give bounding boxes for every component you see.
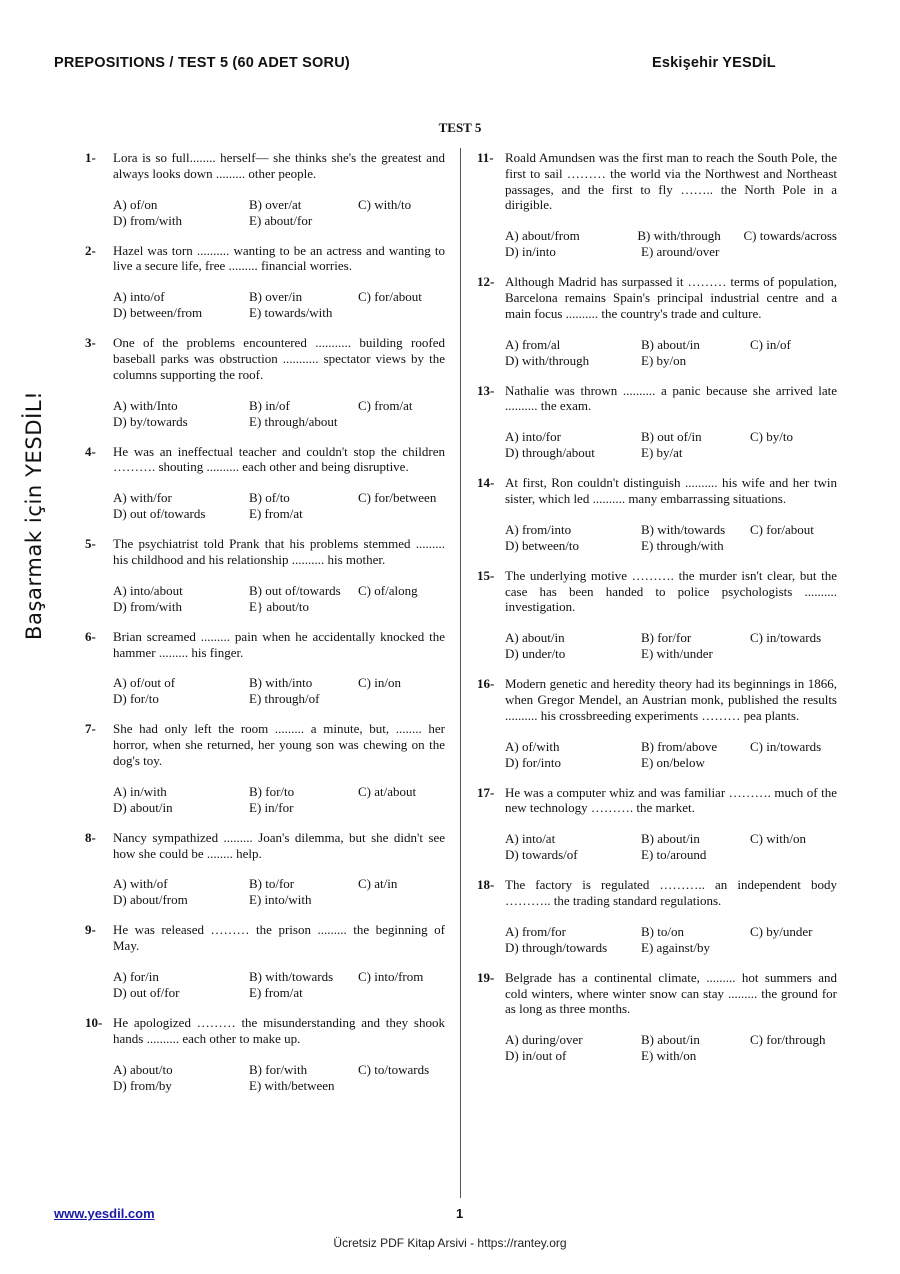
answer-option[interactable]: D) between/to	[505, 537, 580, 553]
answer-option[interactable]: D) from/with	[113, 212, 182, 228]
question-number: 19-	[477, 969, 495, 985]
answer-option[interactable]: E) by/at	[641, 445, 683, 461]
answer-option[interactable]: B) with/into	[249, 675, 313, 691]
answer-options	[113, 289, 445, 321]
answer-options	[113, 398, 445, 430]
question-text: He was released ……… the prison ......... the beginning of May.	[113, 922, 445, 954]
answer-option[interactable]: E) from/at	[249, 984, 303, 1000]
question-item	[477, 274, 837, 368]
answer-option[interactable]: C) for/between	[358, 490, 437, 506]
answer-option[interactable]: E) into/with	[249, 892, 312, 908]
answer-option[interactable]: E) through/about	[249, 413, 338, 429]
answer-option[interactable]: A) into/of	[113, 289, 165, 305]
answer-option[interactable]: D) out of/towards	[113, 506, 206, 522]
question-item	[85, 444, 445, 523]
answer-option[interactable]: B) over/in	[249, 289, 303, 305]
answer-option[interactable]: C) by/under	[750, 923, 813, 939]
header-author: Eskişehir YESDİL	[652, 55, 776, 71]
question-number: 8-	[85, 829, 96, 845]
question-item	[85, 335, 445, 429]
answer-option[interactable]: E) to/around	[641, 847, 707, 863]
question-item	[85, 1015, 445, 1094]
answer-option[interactable]: A) in/with	[113, 783, 167, 799]
side-slogan: Başarmak için YESDİL!	[22, 390, 46, 640]
answer-option[interactable]: A) of/out of	[113, 675, 176, 691]
answer-options	[505, 924, 837, 956]
question-item	[477, 383, 837, 462]
answer-option[interactable]: A) with/Into	[113, 397, 178, 413]
question-number: 6-	[85, 628, 96, 644]
question-number: 14-	[477, 475, 495, 491]
answer-option[interactable]: A) of/with	[505, 738, 560, 754]
answer-option[interactable]: B) for/for	[641, 630, 692, 646]
answer-option[interactable]: D) for/to	[113, 691, 159, 707]
question-text: He apologized ……… the misunderstanding and they shook hands .......... each other to make up.	[113, 1014, 445, 1046]
answer-option[interactable]: A) about/from	[505, 228, 580, 244]
question-item	[85, 721, 445, 815]
answer-option[interactable]: B) with/towards	[249, 968, 334, 984]
question-text: At first, Ron couldn't distinguish .......... his wife and her twin sister, which led .......... many embarrassing situations.	[505, 475, 837, 506]
answer-option[interactable]: E) with/between	[249, 1077, 335, 1093]
answer-option[interactable]: D) between/from	[113, 305, 203, 321]
question-item	[85, 536, 445, 615]
answer-option[interactable]: E) through/with	[641, 537, 724, 553]
question-text: Brian screamed ......... pain when he accidentally knocked the hammer ......... his finger.	[113, 628, 445, 660]
answer-option[interactable]: C) for/about	[750, 521, 814, 537]
answer-option[interactable]: E) with/under	[641, 646, 713, 662]
question-text: She had only left the room ......... a minute, but, ........ her horror, when she returned, her young son was chewing on the dog's toy.	[113, 721, 445, 768]
answer-option[interactable]: B) for/with	[249, 1061, 308, 1077]
footer-website-link[interactable]: www.yesdil.com	[54, 1206, 155, 1221]
answer-option[interactable]: B) about/in	[641, 336, 700, 352]
question-item	[477, 150, 837, 260]
answer-option[interactable]: A) into/for	[505, 429, 561, 445]
question-number: 18-	[477, 877, 495, 893]
question-text: Hazel was torn .......... wanting to be an actress and wanting to live a secure life, free ......... financial worries.	[113, 242, 445, 274]
question-text: The factory is regulated ……….. an independent body ……….. the trading standard regulations.	[505, 877, 837, 908]
answer-option[interactable]: E) from/at	[249, 506, 303, 522]
answer-options	[505, 739, 837, 771]
question-item	[477, 785, 837, 864]
answer-options	[113, 583, 445, 615]
answer-option[interactable]: A) into/at	[505, 831, 556, 847]
answer-option[interactable]: E) through/of	[249, 691, 320, 707]
question-number: 15-	[477, 567, 495, 583]
answer-option[interactable]: C) in/on	[358, 675, 401, 691]
question-text: He was a computer whiz and was familiar ………. much of the new technology ………. the market.	[505, 784, 837, 816]
answer-option[interactable]: E) about/for	[249, 212, 313, 228]
answer-option[interactable]: C) to/towards	[358, 1061, 430, 1077]
answer-options	[113, 784, 445, 816]
answer-option[interactable]: C) in/of	[750, 336, 791, 352]
question-item	[477, 676, 837, 770]
question-item	[85, 629, 445, 708]
question-text: Belgrade has a continental climate, ......... hot summers and cold winters, where winter snow can stay ......... the ground for as long as three months.	[505, 969, 837, 1017]
question-number: 12-	[477, 274, 495, 290]
answer-option[interactable]: D) about/from	[113, 892, 188, 908]
answer-option[interactable]: C) at/about	[358, 783, 417, 799]
answer-options	[505, 429, 837, 461]
page-number: 1	[456, 1206, 464, 1221]
answer-options	[113, 969, 445, 1001]
answer-option[interactable]: B) with/towards	[641, 521, 726, 537]
question-item	[85, 922, 445, 1001]
answer-option[interactable]: D) in/out of	[505, 1048, 567, 1064]
answer-option[interactable]: A) from/into	[505, 521, 572, 537]
answer-option[interactable]: B) to/for	[249, 876, 295, 892]
question-number: 3-	[85, 335, 96, 351]
answer-option[interactable]: C) in/towards	[750, 738, 822, 754]
answer-option[interactable]: E) with/on	[641, 1048, 697, 1064]
question-item	[477, 970, 837, 1064]
answer-options	[113, 197, 445, 229]
answer-option[interactable]: D) about/in	[113, 799, 173, 815]
question-number: 5-	[85, 536, 96, 552]
question-item	[477, 568, 837, 662]
answer-option[interactable]: A) during/over	[505, 1032, 583, 1048]
answer-option[interactable]: D) under/to	[505, 646, 566, 662]
question-text: Nancy sympathized ......... Joan's dilemma, but she didn't see how she could be ........ help.	[113, 829, 445, 861]
answer-option[interactable]: D) through/about	[505, 445, 595, 461]
answer-option[interactable]: D) in/into	[505, 244, 556, 260]
answer-option[interactable]: C) for/through	[750, 1032, 826, 1048]
answer-option[interactable]: C) from/at	[358, 397, 413, 413]
answer-option[interactable]: E} about/to	[249, 598, 310, 614]
question-number: 1-	[85, 150, 96, 165]
question-text: Roald Amundsen was the first man to reach the South Pole, the first to sail ……… the world via the Northwest and Northeast passages, and the first to fly …….. the North Pole in a dirigible.	[505, 150, 837, 213]
answer-option[interactable]: C) for/about	[358, 289, 422, 305]
answer-option[interactable]: E) on/below	[641, 754, 705, 770]
answer-option[interactable]: B) about/in	[641, 831, 700, 847]
answer-option[interactable]: D) by/towards	[113, 413, 188, 429]
answer-option[interactable]: D) for/into	[505, 754, 561, 770]
answer-option[interactable]: A) from/al	[505, 336, 561, 352]
answer-option[interactable]: B) for/to	[249, 783, 295, 799]
answer-option[interactable]: A) for/in	[113, 968, 159, 984]
question-number: 2-	[85, 242, 96, 258]
question-number: 16-	[477, 676, 495, 692]
header-title: PREPOSITIONS / TEST 5 (60 ADET SORU)	[54, 55, 350, 71]
answer-option[interactable]: D) towards/of	[505, 847, 578, 863]
answer-options	[113, 876, 445, 908]
answer-option[interactable]: B) with/through	[637, 228, 721, 244]
question-number: 4-	[85, 443, 96, 459]
answer-option[interactable]: C) towards/across	[743, 228, 837, 244]
question-text: Although Madrid has surpassed it ……… terms of population, Barcelona remains Spain's principal industrial centre and a main focus .......... the country's trade and culture.	[505, 274, 837, 321]
answer-option[interactable]: A) from/for	[505, 923, 567, 939]
answer-option[interactable]: D) through/towards	[505, 939, 608, 955]
question-number: 7-	[85, 721, 96, 737]
footer-note: Ücretsiz PDF Kitap Arsivi - https://rantey.org	[333, 1236, 567, 1250]
answer-options	[113, 675, 445, 707]
answer-options	[505, 1032, 837, 1064]
question-item	[85, 150, 445, 229]
question-number: 11-	[477, 150, 494, 165]
answer-option[interactable]: D) with/through	[505, 352, 590, 368]
answer-option[interactable]: D) from/by	[113, 1077, 172, 1093]
question-item	[85, 243, 445, 322]
answer-option[interactable]: C) into/from	[358, 968, 424, 984]
answer-option[interactable]: E) towards/with	[249, 305, 333, 321]
answer-option[interactable]: A) into/about	[113, 582, 183, 598]
question-text: He was an ineffectual teacher and couldn't stop the children ………. shouting .......... each other and being disruptive.	[113, 443, 445, 475]
answer-option[interactable]: B) in/of	[249, 397, 290, 413]
answer-options	[505, 337, 837, 369]
answer-option[interactable]: A) about/in	[505, 630, 565, 646]
answer-option[interactable]: E) around/over	[641, 244, 720, 260]
question-item	[477, 475, 837, 554]
answer-option[interactable]: E) in/for	[249, 799, 294, 815]
answer-option[interactable]: B) from/above	[641, 738, 718, 754]
answer-option[interactable]: A) with/of	[113, 876, 168, 892]
answer-option[interactable]: B) of/to	[249, 490, 290, 506]
question-number: 17-	[477, 784, 495, 800]
answer-option[interactable]: B) over/at	[249, 196, 302, 212]
question-text: Lora is so full........ herself— she thinks she's the greatest and always looks down ......... other people.	[113, 150, 445, 181]
answer-option[interactable]: E) against/by	[641, 939, 710, 955]
test-title: TEST 5	[438, 120, 482, 135]
answer-option[interactable]: A) about/to	[113, 1061, 173, 1077]
question-text: One of the problems encountered ........... building roofed baseball parks was obstruction ........... spectator views by the columns supporting the roof.	[113, 335, 445, 382]
question-number: 10-	[85, 1014, 103, 1030]
answer-option[interactable]: B) about/in	[641, 1032, 700, 1048]
answer-option[interactable]: B) out of/towards	[249, 582, 341, 598]
answer-option[interactable]: C) with/to	[358, 196, 412, 212]
answer-options	[505, 630, 837, 662]
answer-options	[113, 490, 445, 522]
answer-option[interactable]: B) to/on	[641, 923, 684, 939]
question-item	[477, 877, 837, 956]
question-text: Nathalie was thrown .......... a panic because she arrived late .......... the exam.	[505, 382, 837, 414]
answer-option[interactable]: C) in/towards	[750, 630, 822, 646]
answer-option[interactable]: D) from/with	[113, 598, 182, 614]
question-text: Modern genetic and heredity theory had its beginnings in 1866, when Gregor Mendel, an Austrian monk, published the results .......... his crossbreeding experiments ……… pea plants.	[505, 676, 837, 723]
answer-options	[505, 522, 837, 554]
question-number: 13-	[477, 382, 495, 398]
answer-option[interactable]: C) at/in	[358, 876, 398, 892]
answer-option[interactable]: A) with/for	[113, 490, 172, 506]
answer-option[interactable]: E) by/on	[641, 352, 687, 368]
right-column	[477, 150, 837, 1078]
question-text: The underlying motive ………. the murder isn't clear, but the case has been handed to police psychologists .......... investigation.	[505, 567, 837, 615]
question-item	[85, 830, 445, 909]
answer-options	[113, 1062, 445, 1094]
answer-options	[505, 831, 837, 863]
answer-option[interactable]: D) out of/for	[113, 984, 180, 1000]
question-text: The psychiatrist told Prank that his problems stemmed ......... his childhood and his relationship .......... his mother.	[113, 536, 445, 567]
answer-option[interactable]: C) of/along	[358, 582, 418, 598]
question-number: 9-	[85, 922, 96, 938]
answer-options	[505, 228, 837, 260]
left-column	[85, 150, 445, 1108]
answer-option[interactable]: C) with/on	[750, 831, 806, 847]
answer-option[interactable]: B) out of/in	[641, 429, 702, 445]
column-divider	[460, 148, 461, 1198]
answer-option[interactable]: A) of/on	[113, 196, 158, 212]
answer-option[interactable]: C) by/to	[750, 429, 793, 445]
